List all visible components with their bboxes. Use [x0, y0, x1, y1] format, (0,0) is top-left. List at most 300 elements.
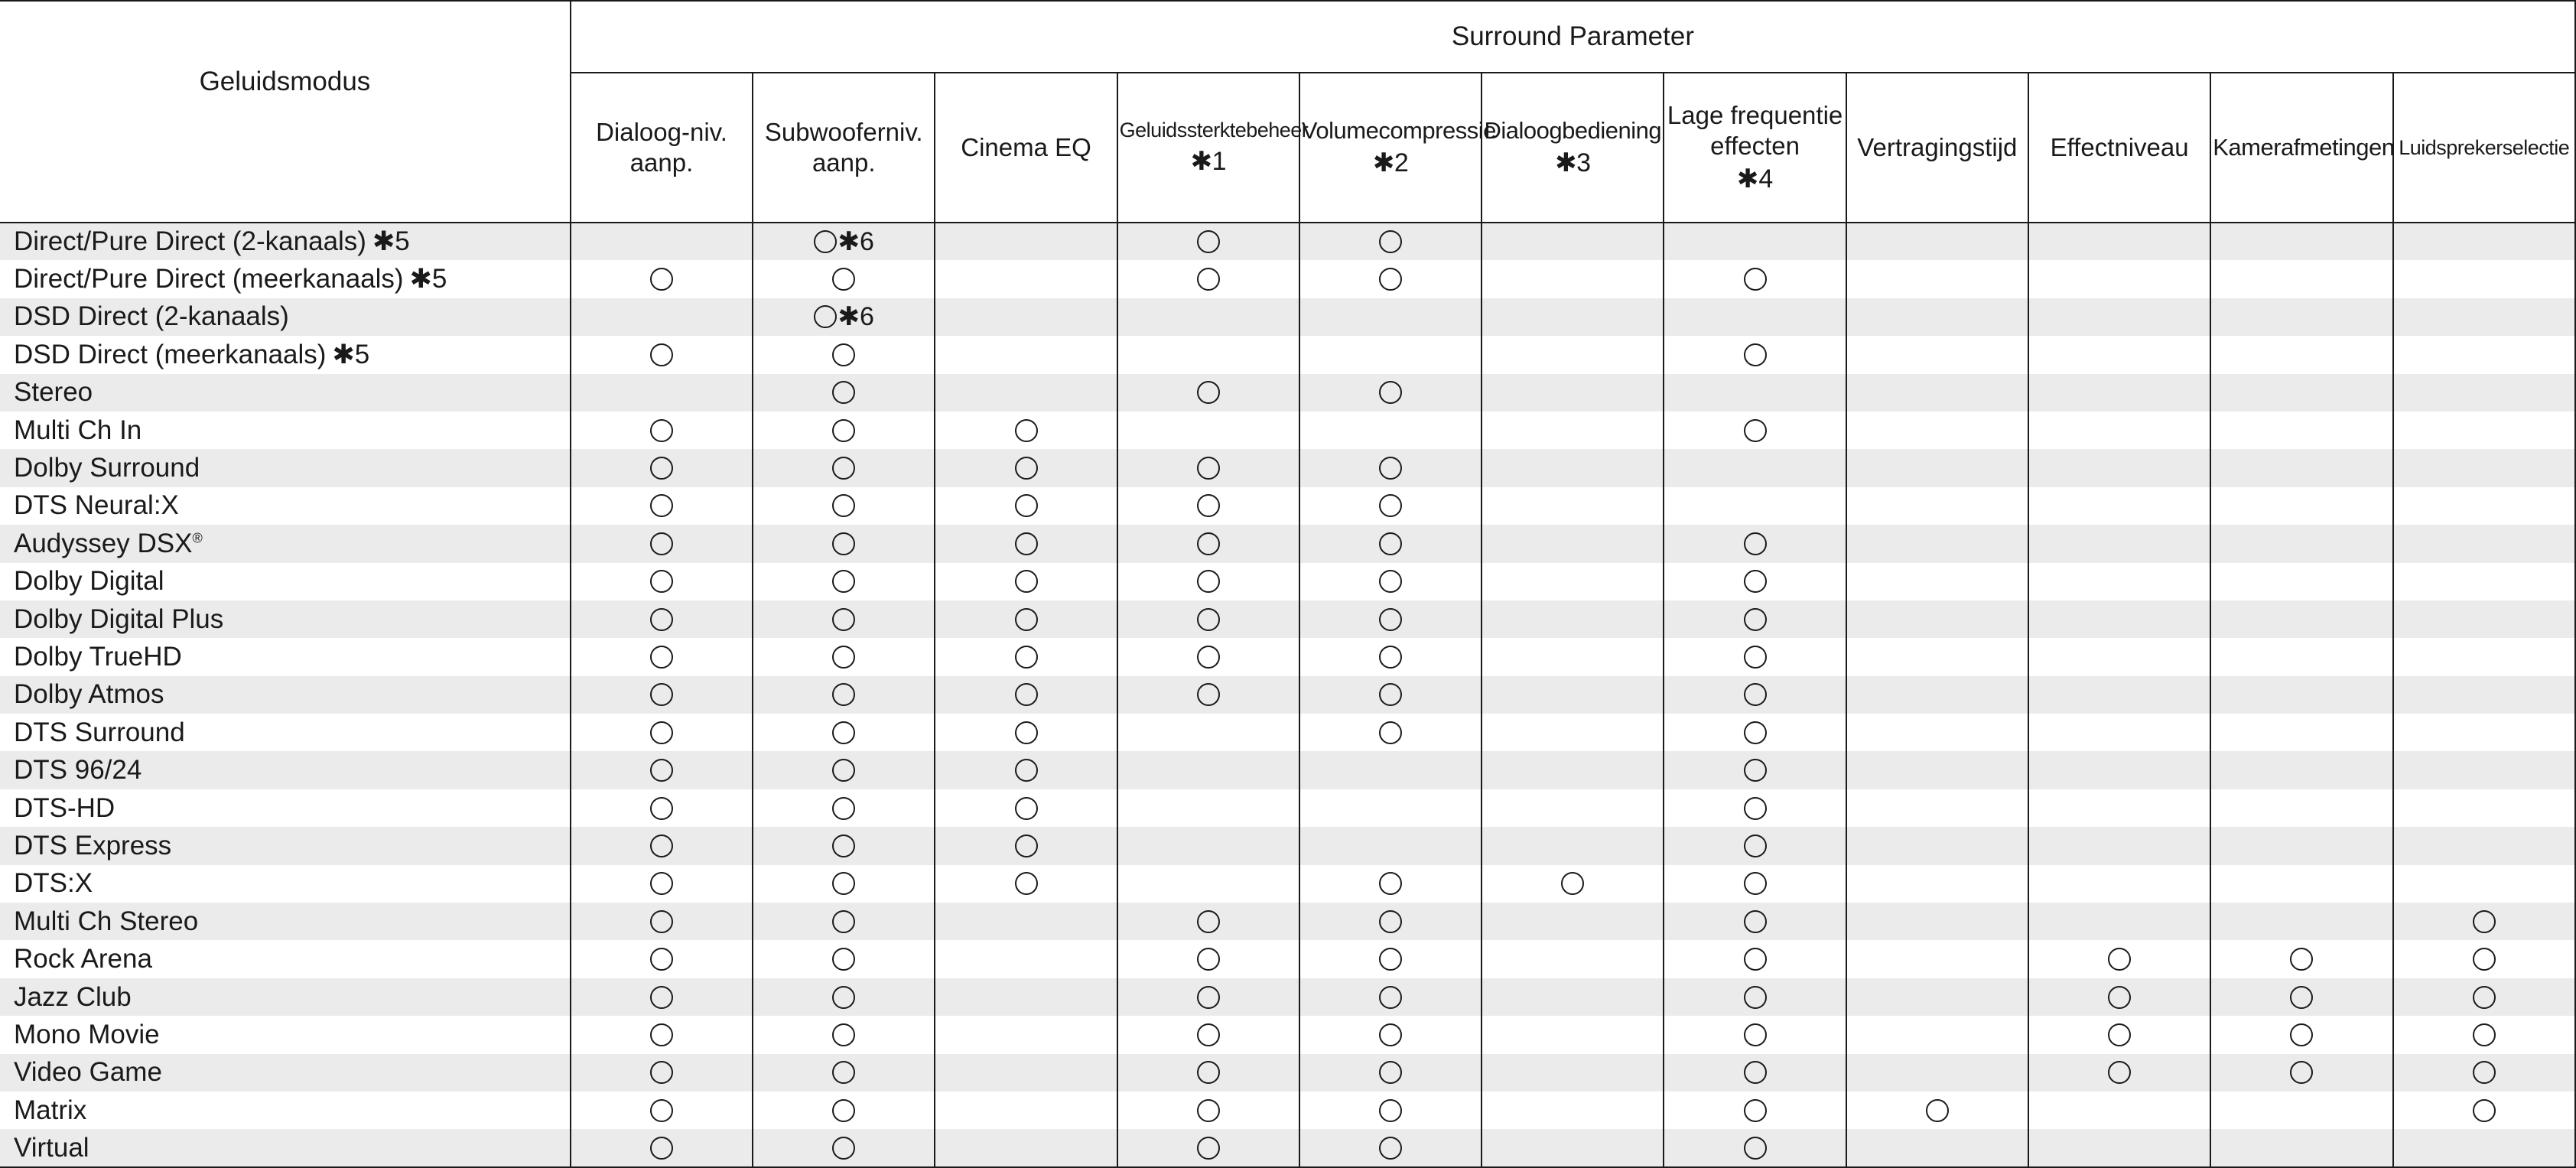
supported-circle-icon: [1744, 797, 1767, 820]
parameter-cell: [2210, 260, 2392, 298]
parameter-cell: [1117, 714, 1299, 751]
parameter-cell: [1482, 487, 1664, 525]
parameter-cell: [1664, 374, 1846, 412]
supported-circle-icon: [2108, 1061, 2131, 1084]
parameter-cell: [1846, 865, 2028, 903]
parameter-cell: [2393, 600, 2575, 638]
sound-mode-label: DSD Direct (2-kanaals): [14, 301, 289, 332]
sound-mode-name: [0, 751, 571, 789]
table-row: [0, 223, 2575, 260]
supported-circle-icon: [650, 683, 673, 706]
table-row: [0, 487, 2575, 525]
parameter-cell: [2210, 789, 2392, 827]
supported-circle-icon: [814, 230, 837, 253]
parameter-cell: [753, 412, 935, 449]
supported-circle-icon: [1197, 457, 1220, 480]
footnote-ref: ✱3: [1555, 148, 1591, 178]
supported-circle-icon: [650, 608, 673, 631]
column-header: [2028, 73, 2210, 223]
supported-circle-icon: [1744, 646, 1767, 669]
parameter-cell: [2393, 638, 2575, 675]
supported-circle-icon: [1015, 608, 1038, 631]
supported-circle-icon: [832, 457, 855, 480]
parameter-cell: [1664, 1016, 1846, 1053]
supported-circle-icon: [1015, 797, 1038, 820]
sound-mode-label: DTS:X: [14, 868, 93, 899]
parameter-cell: [1117, 298, 1299, 336]
table-row: [0, 789, 2575, 827]
parameter-cell: [2028, 789, 2210, 827]
supported-circle-icon: [1197, 268, 1220, 291]
parameter-cell: [1117, 525, 1299, 562]
parameter-cell: [2028, 600, 2210, 638]
sound-mode-label: DSD Direct (meerkanaals): [14, 339, 327, 369]
sound-mode-name: [0, 412, 571, 449]
parameter-cell: [2210, 940, 2392, 978]
column-header-label: Lage frequentie: [1667, 100, 1843, 129]
parameter-cell: [2028, 751, 2210, 789]
supported-circle-icon: [1015, 721, 1038, 744]
supported-circle-icon: [1379, 381, 1402, 404]
supported-circle-icon: [650, 872, 673, 895]
supported-circle-icon: [650, 1137, 673, 1160]
sound-mode-name: [0, 1129, 571, 1166]
parameter-cell: [571, 714, 753, 751]
supported-circle-icon: [1744, 759, 1767, 782]
parameter-cell: [1664, 751, 1846, 789]
supported-circle-icon: [1197, 948, 1220, 971]
table-row: [0, 600, 2575, 638]
supported-circle-icon: [1744, 532, 1767, 555]
supported-circle-icon: [650, 419, 673, 442]
parameter-cell: [571, 336, 753, 373]
supported-circle-icon: [1744, 910, 1767, 933]
footnote-ref: ✱2: [1372, 148, 1409, 178]
parameter-cell: [2210, 827, 2392, 864]
table-row: [0, 1129, 2575, 1166]
parameter-cell: [753, 903, 935, 940]
table-row: [0, 1054, 2575, 1092]
parameter-cell: [2393, 1016, 2575, 1053]
parameter-cell: [2210, 487, 2392, 525]
parameter-cell: [753, 260, 935, 298]
parameter-cell: [1299, 676, 1482, 714]
parameter-cell: [1846, 223, 2028, 260]
supported-circle-icon: [832, 683, 855, 706]
parameter-cell: [1846, 1129, 2028, 1166]
parameter-cell: [2028, 336, 2210, 373]
parameter-cell: [1482, 978, 1664, 1016]
parameter-cell: [1299, 827, 1482, 864]
supported-circle-icon: [1197, 1061, 1220, 1084]
parameter-cell: [2393, 487, 2575, 525]
parameter-cell: [753, 298, 935, 336]
parameter-cell: [1299, 298, 1482, 336]
parameter-cell: [2210, 676, 2392, 714]
parameter-cell: [2028, 940, 2210, 978]
parameter-cell: [1117, 903, 1299, 940]
supported-circle-icon: [1379, 230, 1402, 253]
parameter-cell: [753, 1129, 935, 1166]
parameter-cell: [1482, 903, 1664, 940]
parameter-cell: [1299, 1129, 1482, 1166]
parameter-cell: [1117, 865, 1299, 903]
supported-circle-icon: [650, 986, 673, 1009]
parameter-cell: [1117, 827, 1299, 864]
parameter-cell: [1664, 1129, 1846, 1166]
supported-circle-icon: [1379, 948, 1402, 971]
table-row: [0, 336, 2575, 373]
parameter-cell: [1482, 449, 1664, 486]
supported-circle-icon: [1197, 1137, 1220, 1160]
parameter-cell: [2393, 1092, 2575, 1129]
supported-circle-icon: [1379, 986, 1402, 1009]
parameter-cell: [1482, 865, 1664, 903]
table-row: [0, 260, 2575, 298]
table-row: [0, 751, 2575, 789]
supported-circle-icon: [2473, 986, 2496, 1009]
parameter-cell: [2210, 638, 2392, 675]
supported-circle-icon: [832, 872, 855, 895]
parameter-cell: [1117, 374, 1299, 412]
supported-circle-icon: [832, 835, 855, 857]
sound-mode-name: [0, 940, 571, 978]
parameter-cell: [2028, 714, 2210, 751]
sound-mode-label: Multi Ch In: [14, 415, 142, 445]
parameter-cell: [1664, 1092, 1846, 1129]
sound-mode-name: [0, 487, 571, 525]
parameter-cell: [935, 638, 1117, 675]
parameter-cell: [753, 525, 935, 562]
sound-mode-name: [0, 525, 571, 562]
supported-circle-icon: [1015, 683, 1038, 706]
supported-circle-icon: [2473, 1061, 2496, 1084]
parameter-cell: [1482, 374, 1664, 412]
parameter-cell: [1482, 412, 1664, 449]
parameter-cell: [1846, 978, 2028, 1016]
supported-circle-icon: [1015, 419, 1038, 442]
parameter-cell: [2393, 374, 2575, 412]
parameter-cell: [2028, 1092, 2210, 1129]
sound-mode-name: [0, 827, 571, 864]
parameter-cell: [1299, 260, 1482, 298]
supported-circle-icon: [1197, 683, 1220, 706]
parameter-cell: [2210, 374, 2392, 412]
parameter-cell: [1846, 336, 2028, 373]
supported-circle-icon: [2108, 948, 2131, 971]
parameter-cell: [1482, 298, 1664, 336]
parameter-cell: [571, 978, 753, 1016]
supported-circle-icon: [650, 835, 673, 857]
table-row: [0, 449, 2575, 486]
parameter-cell: [571, 827, 753, 864]
supported-circle-icon: [2290, 1061, 2313, 1084]
sound-mode-name: [0, 865, 571, 903]
supported-circle-icon: [2108, 986, 2131, 1009]
table-row: [0, 865, 2575, 903]
supported-circle-icon: [1015, 494, 1038, 517]
parameter-cell: [1482, 260, 1664, 298]
parameter-cell: [1117, 1016, 1299, 1053]
table-row: [0, 638, 2575, 675]
parameter-cell: [1299, 487, 1482, 525]
parameter-cell: [1846, 940, 2028, 978]
supported-circle-icon: [1379, 268, 1402, 291]
supported-circle-icon: [1926, 1099, 1949, 1122]
supported-circle-icon: [2473, 1023, 2496, 1046]
sound-mode-label: Dolby Atmos: [14, 679, 164, 710]
surround-parameter-header: Surround Parameter: [571, 1, 2575, 73]
parameter-cell: [571, 940, 753, 978]
parameter-cell: [753, 449, 935, 486]
footnote-ref: ✱1: [1190, 146, 1226, 176]
supported-circle-icon: [650, 494, 673, 517]
supported-circle-icon: [832, 1099, 855, 1122]
parameter-cell: [2028, 827, 2210, 864]
parameter-cell: [935, 260, 1117, 298]
parameter-cell: [1846, 638, 2028, 675]
table-row: [0, 903, 2575, 940]
supported-circle-icon: [1744, 986, 1767, 1009]
parameter-cell: [1482, 1016, 1664, 1053]
supported-circle-icon: [650, 532, 673, 555]
parameter-cell: [753, 751, 935, 789]
sound-mode-label: Direct/Pure Direct (meerkanaals): [14, 264, 404, 294]
parameter-cell: [1117, 940, 1299, 978]
supported-circle-icon: [1197, 570, 1220, 593]
parameter-cell: [1664, 789, 1846, 827]
supported-circle-icon: [1197, 910, 1220, 933]
supported-circle-icon: [832, 759, 855, 782]
parameter-cell: [753, 789, 935, 827]
supported-circle-icon: [1197, 608, 1220, 631]
parameter-cell: [1482, 1054, 1664, 1092]
supported-circle-icon: [832, 986, 855, 1009]
column-header: [1664, 73, 1846, 223]
parameter-cell: [1299, 751, 1482, 789]
footnote-ref: ✱6: [838, 227, 874, 257]
parameter-cell: [935, 336, 1117, 373]
supported-circle-icon: [1197, 494, 1220, 517]
supported-circle-icon: [1197, 1099, 1220, 1122]
parameter-cell: [753, 374, 935, 412]
parameter-cell: [753, 978, 935, 1016]
sound-mode-name: [0, 563, 571, 600]
parameter-cell: [2210, 1016, 2392, 1053]
sound-mode-label: Matrix: [14, 1095, 87, 1125]
parameter-cell: [2393, 298, 2575, 336]
parameter-cell: [753, 638, 935, 675]
parameter-cell: [2210, 751, 2392, 789]
supported-circle-icon: [1744, 1061, 1767, 1084]
parameter-cell: [1482, 714, 1664, 751]
parameter-cell: [2210, 1129, 2392, 1166]
supported-circle-icon: [1379, 646, 1402, 669]
parameter-cell: [753, 563, 935, 600]
parameter-cell: [571, 638, 753, 675]
parameter-cell: [2028, 223, 2210, 260]
parameter-cell: [1664, 563, 1846, 600]
sound-mode-label: Multi Ch Stereo: [14, 906, 199, 936]
parameter-cell: [1846, 487, 2028, 525]
parameter-cell: [935, 449, 1117, 486]
parameter-cell: [2393, 978, 2575, 1016]
parameter-cell: [1299, 865, 1482, 903]
supported-circle-icon: [832, 1061, 855, 1084]
supported-circle-icon: [832, 721, 855, 744]
sound-mode-label: Mono Movie: [14, 1019, 160, 1049]
supported-circle-icon: [2290, 986, 2313, 1009]
parameter-cell: [571, 1129, 753, 1166]
supported-circle-icon: [2290, 1023, 2313, 1046]
supported-circle-icon: [1744, 721, 1767, 744]
parameter-cell: [935, 374, 1117, 412]
parameter-cell: [753, 865, 935, 903]
column-header: [935, 73, 1117, 223]
column-header-label: Cinema EQ: [961, 133, 1091, 162]
sound-mode-name: [0, 1054, 571, 1092]
sound-mode-label: Audyssey DSX: [14, 528, 193, 558]
parameter-cell: [1846, 600, 2028, 638]
parameter-cell: [1482, 676, 1664, 714]
footnote-ref: ✱6: [838, 302, 874, 332]
parameter-cell: [1299, 638, 1482, 675]
sound-mode-label: Stereo: [14, 377, 93, 408]
parameter-cell: [571, 676, 753, 714]
parameter-cell: [2028, 676, 2210, 714]
parameter-cell: [753, 336, 935, 373]
parameter-cell: [2028, 903, 2210, 940]
supported-circle-icon: [1744, 835, 1767, 857]
footnote-ref: ✱5: [409, 264, 447, 294]
sound-mode-label: Dolby TrueHD: [14, 641, 182, 672]
supported-circle-icon: [650, 1023, 673, 1046]
footnote-ref: ✱5: [372, 226, 410, 257]
sound-mode-label: Dolby Surround: [14, 453, 200, 483]
column-header-label: Geluidssterktebeheer: [1119, 119, 1309, 142]
supported-circle-icon: [832, 608, 855, 631]
parameter-cell: [753, 223, 935, 260]
parameter-cell: [1117, 1129, 1299, 1166]
parameter-cell: [935, 903, 1117, 940]
supported-circle-icon: [650, 343, 673, 366]
parameter-cell: [1846, 298, 2028, 336]
parameter-cell: [1664, 676, 1846, 714]
parameter-cell: [935, 563, 1117, 600]
parameter-cell: [2393, 1129, 2575, 1166]
column-header-label: Volumecompressie: [1301, 116, 1496, 144]
supported-circle-icon: [832, 532, 855, 555]
parameter-cell: [935, 827, 1117, 864]
sound-mode-label: Jazz Club: [14, 981, 132, 1012]
parameter-cell: [1664, 487, 1846, 525]
parameter-cell: [1482, 1129, 1664, 1166]
parameter-cell: [1117, 638, 1299, 675]
footnote-ref: ✱5: [332, 339, 370, 369]
supported-circle-icon: [1744, 948, 1767, 971]
supported-circle-icon: [1015, 532, 1038, 555]
parameter-cell: [753, 1054, 935, 1092]
parameter-cell: [2210, 449, 2392, 486]
table-row: [0, 978, 2575, 1016]
parameter-cell: [2393, 676, 2575, 714]
supported-circle-icon: [650, 1061, 673, 1084]
parameter-cell: [1117, 1054, 1299, 1092]
column-header: [1299, 73, 1496, 223]
column-header: [1117, 73, 1309, 223]
supported-circle-icon: [650, 797, 673, 820]
supported-circle-icon: [832, 1023, 855, 1046]
supported-circle-icon: [650, 646, 673, 669]
parameter-cell: [1299, 412, 1482, 449]
sound-mode-label: Virtual: [14, 1132, 89, 1163]
parameter-cell: [1846, 563, 2028, 600]
parameter-cell: [1117, 336, 1299, 373]
sound-mode-label: Direct/Pure Direct (2-kanaals): [14, 226, 366, 257]
parameter-cell: [571, 260, 753, 298]
parameter-cell: [571, 449, 753, 486]
table-row: [0, 525, 2575, 562]
parameter-cell: [1482, 638, 1664, 675]
parameter-cell: [1846, 827, 2028, 864]
footnote-ref: ✱4: [1736, 164, 1774, 194]
parameter-cell: [1117, 1092, 1299, 1129]
parameter-cell: [2210, 903, 2392, 940]
registered-mark: ®: [192, 530, 203, 546]
parameter-cell: [571, 865, 753, 903]
parameter-cell: [1299, 223, 1482, 260]
parameter-cell: [2028, 563, 2210, 600]
supported-circle-icon: [1015, 759, 1038, 782]
supported-circle-icon: [832, 268, 855, 291]
parameter-cell: [753, 487, 935, 525]
supported-circle-icon: [1744, 608, 1767, 631]
parameter-cell: [2393, 412, 2575, 449]
parameter-cell: [1664, 298, 1846, 336]
parameter-cell: [1846, 1092, 2028, 1129]
parameter-cell: [1299, 940, 1482, 978]
parameter-cell: [1846, 1016, 2028, 1053]
parameter-cell: [753, 827, 935, 864]
supported-circle-icon: [650, 721, 673, 744]
column-header-label: Dialoog-niv.: [596, 118, 727, 147]
parameter-cell: [1299, 903, 1482, 940]
parameter-cell: [2393, 563, 2575, 600]
supported-circle-icon: [1015, 457, 1038, 480]
parameter-cell: [2028, 525, 2210, 562]
supported-circle-icon: [1379, 1023, 1402, 1046]
parameter-cell: [1482, 1092, 1664, 1129]
column-header-label: Kamerafmetingen: [2213, 134, 2395, 161]
column-header-label: Vertragingstijd: [1857, 133, 2018, 162]
parameter-cell: [1664, 449, 1846, 486]
parameter-cell: [935, 1016, 1117, 1053]
parameter-cell: [1299, 714, 1482, 751]
parameter-cell: [2210, 223, 2392, 260]
supported-circle-icon: [650, 457, 673, 480]
supported-circle-icon: [1744, 419, 1767, 442]
parameter-cell: [2028, 260, 2210, 298]
supported-circle-icon: [1379, 1099, 1402, 1122]
parameter-cell: [2028, 978, 2210, 1016]
parameter-cell: [1846, 260, 2028, 298]
supported-circle-icon: [650, 910, 673, 933]
supported-circle-icon: [1379, 721, 1402, 744]
parameter-cell: [753, 676, 935, 714]
parameter-cell: [1664, 336, 1846, 373]
table-row: [0, 1016, 2575, 1053]
sound-mode-name: [0, 676, 571, 714]
